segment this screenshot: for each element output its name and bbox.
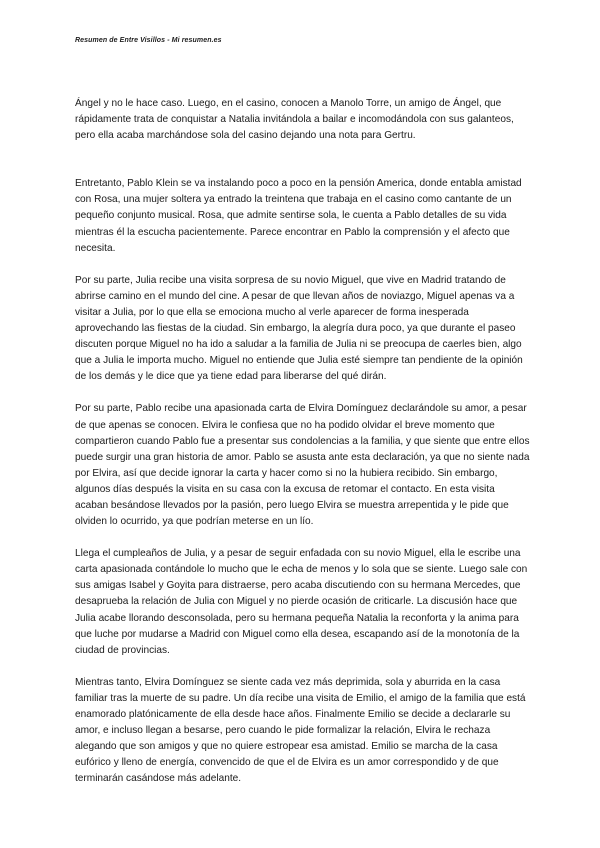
paragraph-6: Mientras tanto, Elvira Domínguez se siente cada vez más deprimida, sola y aburrida en la casa familiar tras la muerte de su padre. Un día recibe una visita de Emilio, el amigo de la familia que está enamorado platónicamente de ella desde hace años. Finalmente Emilio se decide a declararle su amor, e incluso llegan a besarse, pero cuando le pide formalizar la relación, Elvira le rechaza alegando que son amigos y que no quiere estropear esa amistad. Emilio se marcha de la casa eufórico y lleno de energía, convencido de que el de Elvira es un amor correspondido y de que terminarán casándose más adelante.: [75, 676, 526, 785]
paragraph-3: Por su parte, Julia recibe una visita sorpresa de su novio Miguel, que vive en Madrid tratando de abrirse camino en el mundo del cine. A pesar de que llevan años de noviazgo, Miguel apenas va a visitar a Julia, por lo que ella se emociona mucho al verle aparecer de forma inesperada aprovechando las fiestas de la ciudad. Sin embargo, la alegría dura poco, ya que durante el paseo discuten porque Miguel no ha ido a saludar a la familia de Julia ni se preocupa de caerles bien, algo que a Julia le importa mucho. Miguel no entiende que Julia esté siempre tan pendiente de la opinión de los demás y le dice que ya tiene edad para liberarse del qué dirán.: [75, 274, 523, 383]
paragraph-5: Llega el cumpleaños de Julia, y a pesar de seguir enfadada con su novio Miguel, ella le escribe una carta apasionada contándole lo mucho que le echa de menos y lo sola que se siente. Luego sale con sus amigas Isabel y Goyita para distraerse, pero acaba discutiendo con su hermana Mercedes, que desaprueba la relación de Julia con Miguel y no pierde ocasión de criticarle. La discusión hace que Julia acabe llorando desconsolada, pero su hermana pequeña Natalia la reconforta y la anima para que luche por mudarse a Madrid con Miguel como ella desea, escapando así de la monotonía de la ciudad de provincias.: [75, 548, 528, 656]
document-body: [75, 96, 530, 803]
paragraph-2: Entretanto, Pablo Klein se va instalando poco a poco en la pensión America, donde entabla amistad con Rosa, una mujer soltera ya entrado la treintena que trabaja en el casino como cantante de un pequeño conjunto musical. Rosa, que admite sentirse sola, le cuenta a Pablo detalles de su vida mientras él la escucha pacientemente. Parece encontrar en Pablo la comprensión y el afecto que necesita.: [75, 178, 522, 254]
paragraph-1: Ángel y no le hace caso. Luego, en el casino, conocen a Manolo Torre, un amigo de Ángel, que rápidamente trata de conquistar a Natalia invitándola a bailar e incomodándola con sus galanteos, pero ella acaba marchándose sola del casino dejando una nota para Gertru.: [75, 98, 514, 142]
paragraph-4: Por su parte, Pablo recibe una apasionada carta de Elvira Domínguez declarándole su amor, a pesar de que apenas se conocen. Elvira le confiesa que no ha podido olvidar el breve momento que compartieron cuando Pablo fue a presentar sus condolencias a la familia, y que siente que entre ellos puede surgir una gran historia de amor. Pablo se asusta ante esta declaración, ya que no siente nada por Elvira, así que decide ignorar la carta y hacer como si no la hubiera recibido. Sin embargo, algunos días después la visita en su casa con la excusa de retomar el contacto. En esta visita acaban besándose llevados por la pasión, pero luego Elvira se muestra arrepentida y le pide que olviden lo ocurrido, ya que podrían meterse en un lío.: [75, 403, 530, 528]
page-header: Resumen de Entre Visillos - Mi resumen.es: [75, 37, 222, 44]
